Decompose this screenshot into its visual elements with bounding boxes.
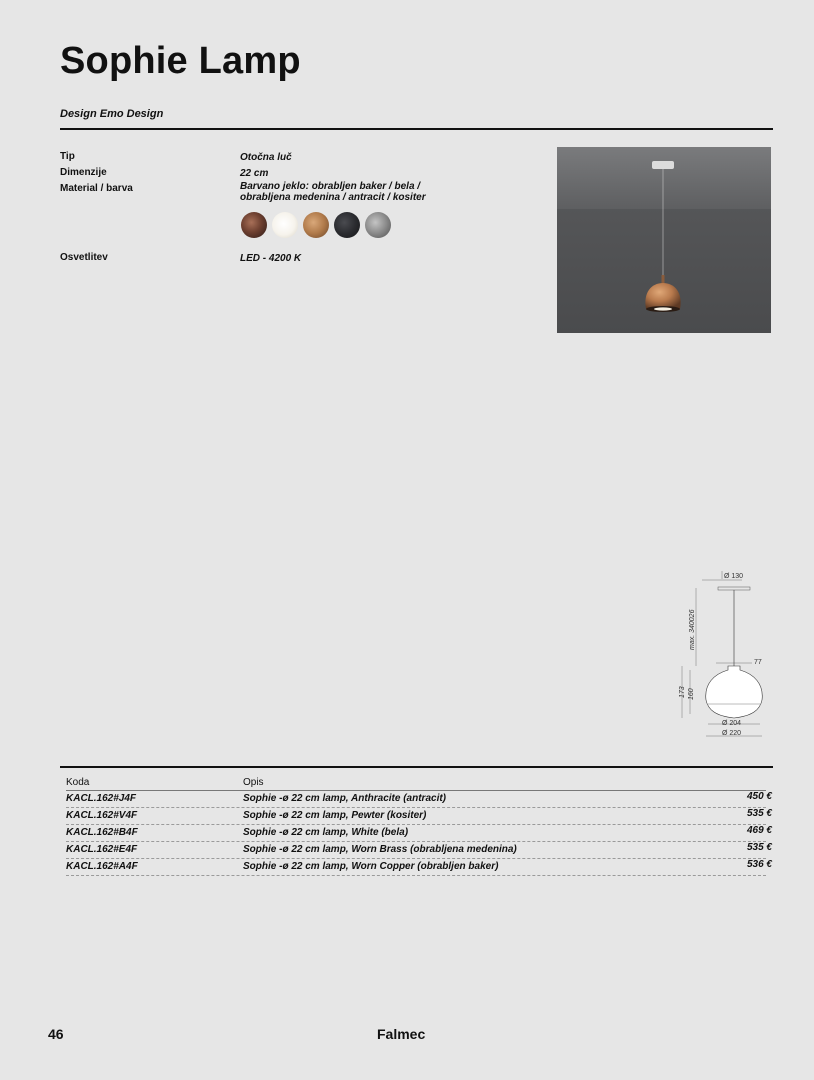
product-photo [557,147,771,333]
spec-lighting-value: LED - 4200 K [240,253,302,264]
row-price: 535 € [746,808,772,819]
swatch-brass [303,212,329,238]
dim-outer-diameter: Ø 220 [722,730,742,737]
table-row [66,825,772,842]
table-row [66,859,772,876]
row-code: KACL.162#E4F [66,844,138,855]
dim-neck: 77 [754,659,762,666]
brand-name: Falmec [377,1026,426,1042]
page-title: Sophie Lamp [60,40,301,82]
row-description: Sophie -ø 22 cm lamp, White (bela) [243,827,409,838]
spec-material-value: Barvano jeklo: obrabljen baker / bela / obrabljena medenina / antracit / kositer [240,181,426,203]
row-price: 469 € [746,825,772,836]
row-price: 536 € [746,859,772,870]
dim-outer-height: 173 [679,686,686,698]
technical-drawing [672,568,772,748]
row-code: KACL.162#V4F [66,810,138,821]
dim-inner-height: 160 [688,688,695,700]
dim-inner-diameter: Ø 204 [722,720,742,727]
spec-material-label: Material / barva [60,183,133,194]
swatch-anthracite [334,212,360,238]
table-row [66,790,772,808]
swatch-pewter [365,212,391,238]
product-table [60,766,773,876]
row-description: Sophie -ø 22 cm lamp, Worn Copper (obrabljen baker) [243,861,499,872]
header-divider [60,128,773,130]
table-row [66,808,772,825]
swatch-copper [241,212,267,238]
column-header-description: Opis [243,777,264,788]
row-code: KACL.162#A4F [66,861,138,872]
row-price: 450 € [746,791,772,802]
designer-credit: Design Emo Design [60,108,164,120]
dim-max-height: max. 340026 [689,609,696,650]
spec-lighting-label: Osvetlitev [60,252,108,263]
table-header [60,768,773,790]
row-description: Sophie -ø 22 cm lamp, Pewter (kositer) [243,810,427,821]
page-number: 46 [48,1026,64,1042]
dim-top-diameter: Ø 130 [724,573,744,580]
spec-dimension-label: Dimenzije [60,167,107,178]
spec-type-value: Otočna luč [240,152,292,163]
spec-dimension-value: 22 cm [240,168,269,179]
row-code: KACL.162#B4F [66,827,138,838]
table-row [66,842,772,859]
spec-type-label: Tip [60,151,75,162]
color-swatches [241,212,391,238]
row-code: KACL.162#J4F [66,793,137,804]
swatch-white [272,212,298,238]
row-price: 535 € [746,842,772,853]
column-header-code: Koda [66,777,90,788]
row-description: Sophie -ø 22 cm lamp, Anthracite (antracit) [243,793,447,804]
row-description: Sophie -ø 22 cm lamp, Worn Brass (obrabljena medenina) [243,844,517,855]
